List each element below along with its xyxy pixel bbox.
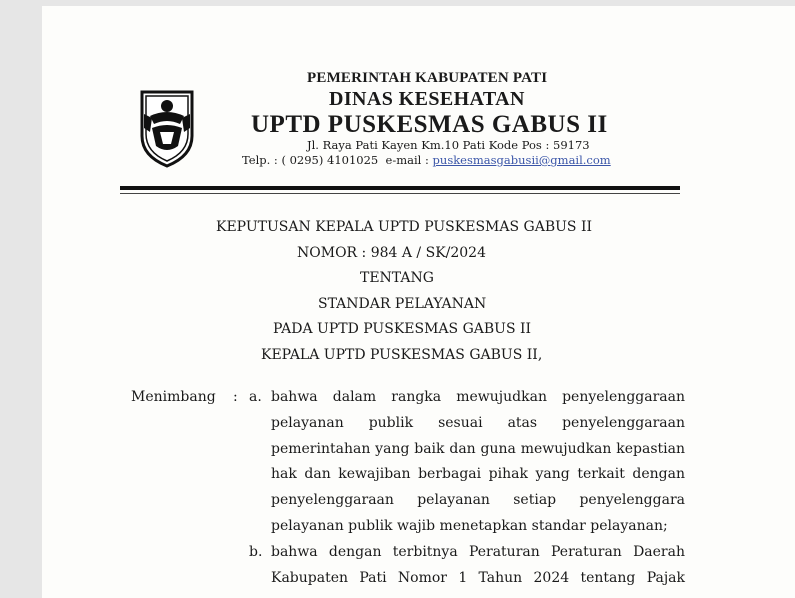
decree-number: NOMOR : 984 A / SK/2024 xyxy=(297,245,486,261)
paragraph-line: bahwa dalam rangka mewujudkan penyelenggaraan xyxy=(271,389,685,405)
letterhead-divider-thin xyxy=(120,193,680,194)
letterhead-email-link[interactable]: puskesmasgabusii@gmail.com xyxy=(432,153,611,167)
decree-location: PADA UPTD PUSKESMAS GABUS II xyxy=(273,321,532,337)
letterhead-divider-thick xyxy=(120,186,680,190)
paragraph-line: penyelenggaraan pelayanan setiap penyelenggara xyxy=(271,492,685,509)
paragraph-line: Kabupaten Pati Nomor 1 Tahun 2024 tentang Pajak xyxy=(271,569,685,586)
decree-subject: STANDAR PELAYANAN xyxy=(318,296,487,312)
letterhead-government: PEMERINTAH KABUPATEN PATI xyxy=(307,70,548,86)
paragraph-line: bahwa dengan terbitnya Peraturan Peraturan Daerah xyxy=(271,544,685,560)
paragraph-line: pemerintahan yang baik dan guna mewujudkan kepastian xyxy=(271,440,685,457)
considering-item-a xyxy=(271,385,685,540)
decree-heading: KEPUTUSAN KEPALA UPTD PUSKESMAS GABUS II xyxy=(216,219,593,235)
considering-label: Menimbang xyxy=(131,389,216,405)
letterhead-phone: Telp. : ( 0295) 4101025 e-mail : xyxy=(242,153,433,167)
paragraph-line: pelayanan publik wajib menetapkan standar pelayanan; xyxy=(271,517,668,534)
paragraph-line: pelayanan publik sesuai atas penyelenggaraan xyxy=(271,414,685,431)
letterhead-address: Jl. Raya Pati Kayen Km.10 Pati Kode Pos : 59173 xyxy=(307,138,590,152)
considering-item-marker: b. xyxy=(249,544,263,560)
considering-colon: : xyxy=(233,389,238,405)
letterhead-department: DINAS KESEHATAN xyxy=(329,88,525,110)
paragraph-line: hak dan kewajiban berbagai pihak yang terkait dengan xyxy=(271,466,685,483)
decree-issuer: KEPALA UPTD PUSKESMAS GABUS II, xyxy=(261,347,543,363)
letterhead-contact xyxy=(242,153,611,167)
considering-item-marker: a. xyxy=(249,389,262,405)
decree-about-label: TENTANG xyxy=(360,270,434,286)
document-page xyxy=(42,6,795,598)
considering-item-b xyxy=(271,540,685,592)
letterhead-unit: UPTD PUSKESMAS GABUS II xyxy=(251,111,608,138)
